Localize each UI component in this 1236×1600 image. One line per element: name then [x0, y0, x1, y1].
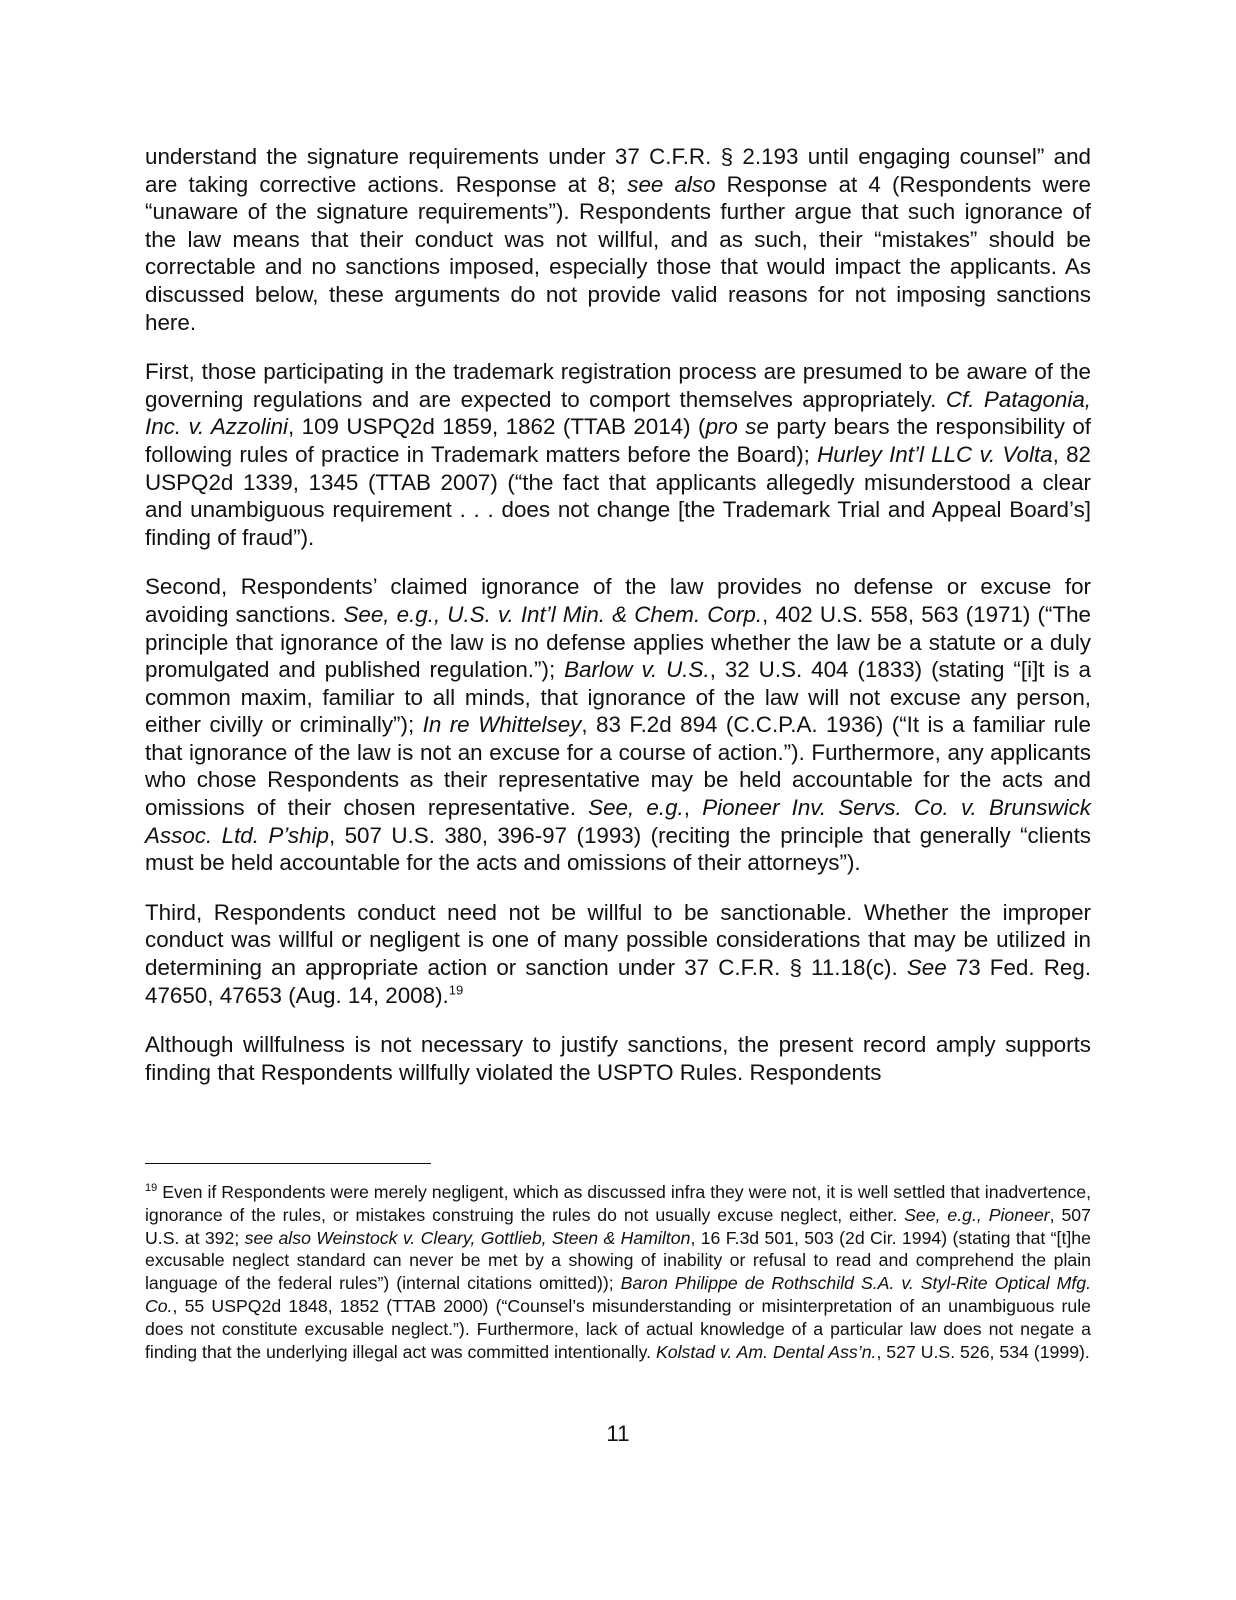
italic-citation: see also Weinstock v. Cleary, Gottlieb, Steen & Hamilton	[244, 1227, 691, 1248]
text-run: party bears the responsibility of following rules of practice in Trademark matters before the Board);	[145, 414, 1092, 467]
italic-citation: See, e.g.	[588, 795, 684, 821]
italic-citation: Barlow v. U.S.	[564, 657, 710, 683]
italic-citation: Hurley Int’l LLC v. Volta	[817, 441, 1053, 467]
text-run: , 109 USPQ2d 1859, 1862 (TTAB 2014) (	[288, 414, 706, 440]
footnote-separator	[145, 1163, 431, 1164]
text-run: Even if Respondents were merely negligent, which as discussed infra they were not, it is well settled that inadvertence, ignorance of the rules, or mistakes construing the rules do not usually excuse neglect, either.	[145, 1182, 1091, 1225]
italic-citation: Kolstad v. Am. Dental Ass’n.	[655, 1341, 877, 1362]
italic-citation: See	[906, 955, 947, 981]
text-run: understand the signature requirements under 37 C.F.R. § 2.193 until engaging counsel” and are taking corrective actions. Response at 8;	[145, 144, 1091, 197]
body-text	[145, 143, 1091, 1108]
paragraph	[145, 573, 1091, 877]
page-number: 11	[606, 1421, 630, 1446]
italic-citation: In re Whittelsey	[422, 712, 582, 738]
text-run: ,	[683, 795, 703, 821]
paragraph	[145, 899, 1091, 1009]
italic-citation: see also	[627, 171, 716, 197]
text-run: , 83 F.2d 894 (C.C.P.A. 1936) (“It is a familiar rule that ignorance of the law is not an excuse for a course of action.”). Furthermore, any applicants who chose Respondents as their representative may be held accountable for the acts and omissions of their chosen representative.	[145, 712, 1091, 821]
italic-citation: Cf. Patagonia, Inc. v. Azzolini	[145, 386, 1091, 440]
paragraph	[145, 1031, 1091, 1086]
text-run: , 32 U.S. 404 (1833) (stating “[i]t is a common maxim, familiar to all minds, that ignorance of the law will not excuse any person, either civilly or criminally”);	[145, 657, 1091, 738]
footnote	[145, 1181, 1091, 1363]
footnote-marker: 19	[145, 1182, 158, 1195]
text-run: , 507 U.S. at 392;	[145, 1204, 1091, 1248]
italic-citation: See, e.g., U.S. v. Int’l Min. & Chem. Corp.	[343, 601, 763, 627]
text-run: , 55 USPQ2d 1848, 1852 (TTAB 2000) (“Counsel’s misunderstanding or misinterpretation of an unambiguous rule does not constitute excusable neglect.”). Furthermore, lack of actual knowledge of a particular law does not negate a finding that the underlying illegal act was committed intentionally.	[145, 1295, 1091, 1362]
text-run: , 82 USPQ2d 1339, 1345 (TTAB 2007) (“the fact that applicants allegedly misunderstood a clear and unambiguous requirement . . . does not change [the Trademark Trial and Appeal Board’s] finding of fraud”).	[145, 441, 1091, 550]
paragraph	[145, 358, 1091, 551]
italic-citation: pro se	[705, 414, 769, 440]
text-run: Response at 4 (Respondents were “unaware of the signature requirements”). Respondents further argue that such ignorance of the law means that their conduct was not willful, and as such, their “mistakes” should be correctable and no sanctions imposed, especially those that would impact the applicants. As discussed below, these arguments do not provide valid reasons for not imposing sanctions here.	[145, 171, 1091, 335]
text-run: , 507 U.S. 380, 396-97 (1993) (reciting the principle that generally “clients must be held accountable for the acts and omissions of their attorneys”).	[145, 822, 1092, 876]
text-run: Second, Respondents’ claimed ignorance of the law provides no defense or excuse for avoiding sanctions.	[145, 574, 1091, 627]
text-run: Third, Respondents conduct need not be willful to be sanctionable. Whether the improper conduct was willful or negligent is one of many possible considerations that may be utilized in determining an appropriate action or sanction under 37 C.F.R. § 11.18(c).	[145, 899, 1091, 981]
paragraph	[145, 143, 1091, 336]
footnote-reference: 19	[448, 982, 464, 998]
footnote-text	[145, 1182, 1091, 1362]
text-run: , 402 U.S. 558, 563 (1971) (“The principle that ignorance of the law is no defense applies whether the law be a statute or a duly promulgated and published regulation.”);	[145, 601, 1091, 683]
text-run: 73 Fed. Reg. 47650, 47653 (Aug. 14, 2008).	[145, 955, 1091, 1008]
italic-citation: Pioneer Inv. Servs. Co. v. Brunswick Assoc. Ltd. P’ship	[145, 795, 1091, 848]
italic-citation: See, e.g., Pioneer	[904, 1204, 1050, 1225]
text-run: , 16 F.3d 501, 503 (2d Cir. 1994) (stating that “[t]he excusable neglect standard can never be met by a showing of inability or refusal to read and comprehend the plain language of the federal rules”) (internal citations omitted));	[145, 1227, 1091, 1294]
text-run: First, those participating in the trademark registration process are presumed to be aware of the governing regulations and are expected to comport themselves appropriately.	[145, 359, 1091, 412]
text-run: , 527 U.S. 526, 534 (1999).	[876, 1341, 1090, 1362]
text-run: Although willfulness is not necessary to justify sanctions, the present record amply supports finding that Respondents willfully violated the USPTO Rules. Respondents	[145, 1032, 1091, 1085]
italic-citation: Baron Philippe de Rothschild S.A. v. Styl-Rite Optical Mfg. Co.	[145, 1273, 1091, 1316]
